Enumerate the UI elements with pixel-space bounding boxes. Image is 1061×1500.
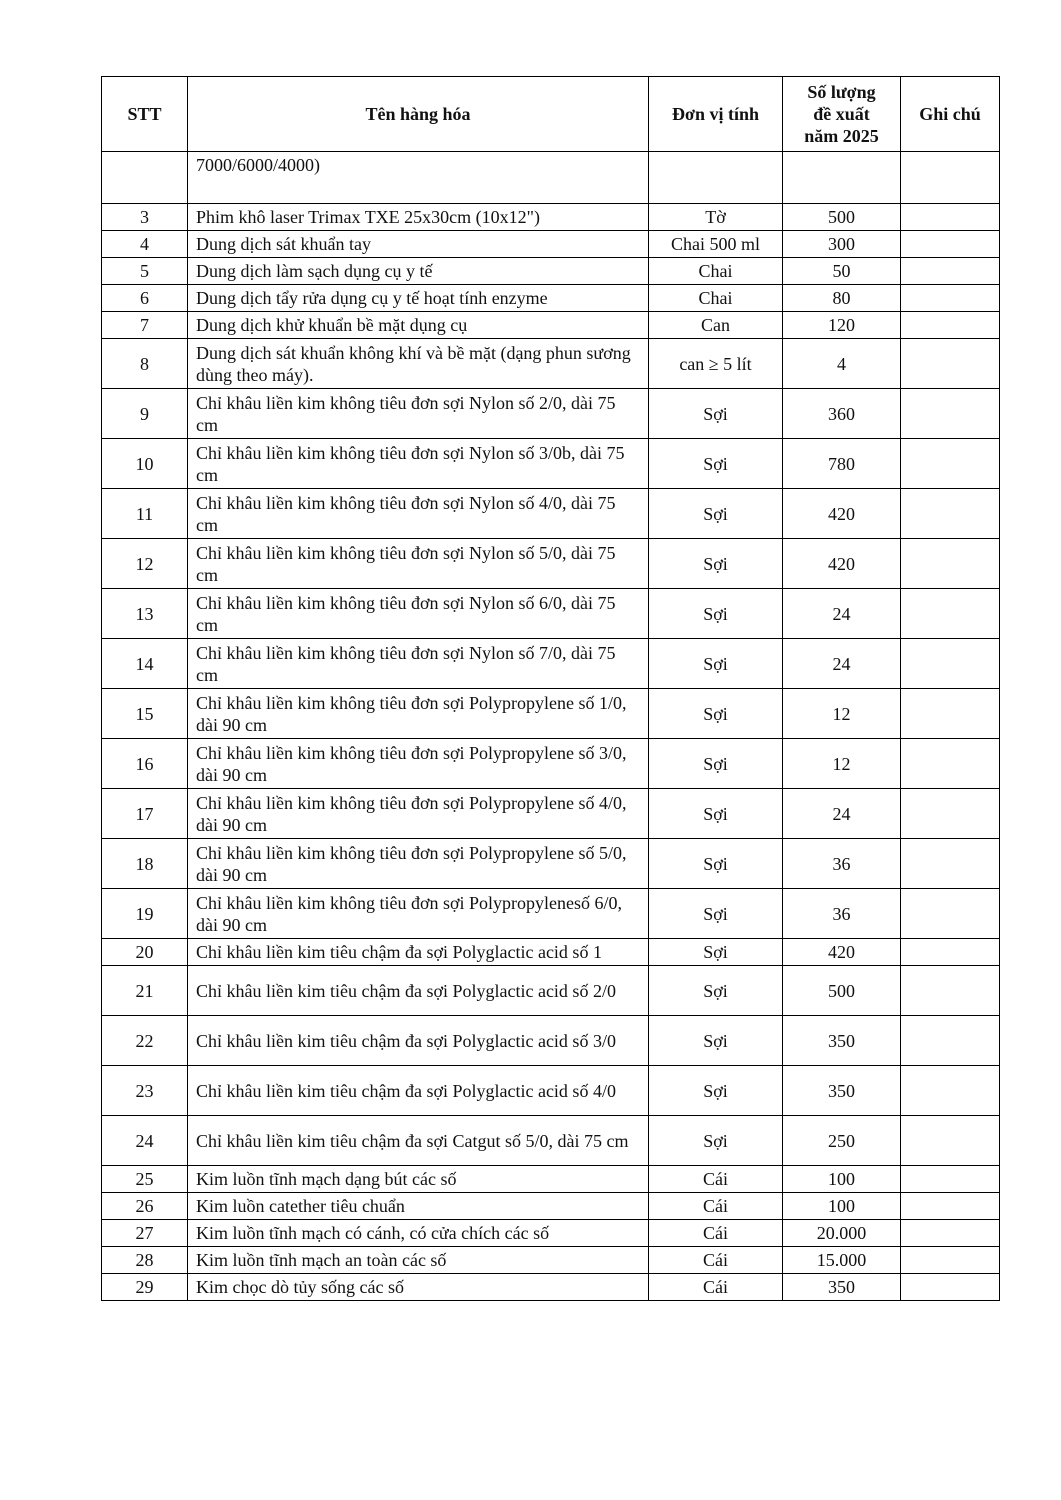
cell-stt: 6 bbox=[102, 285, 188, 312]
cell-quantity: 350 bbox=[783, 1066, 901, 1116]
cell-note bbox=[901, 258, 1000, 285]
cell-quantity: 12 bbox=[783, 689, 901, 739]
cell-name: Chỉ khâu liền kim không tiêu đơn sợi Polypropylenesố 6/0, dài 90 cm bbox=[188, 889, 649, 939]
cell-unit: Cái bbox=[649, 1220, 783, 1247]
table-row bbox=[102, 839, 1000, 889]
cell-quantity: 100 bbox=[783, 1193, 901, 1220]
table-row bbox=[102, 739, 1000, 789]
table-row bbox=[102, 966, 1000, 1016]
cell-name: Kim chọc dò tủy sống các số bbox=[188, 1274, 649, 1301]
cell-stt: 14 bbox=[102, 639, 188, 689]
cell-unit bbox=[649, 152, 783, 204]
cell-stt: 23 bbox=[102, 1066, 188, 1116]
header-quantity-line-1: Số lượng bbox=[807, 82, 876, 102]
cell-note bbox=[901, 489, 1000, 539]
cell-name: Chỉ khâu liền kim không tiêu đơn sợi Nylon số 7/0, dài 75 cm bbox=[188, 639, 649, 689]
cell-quantity: 4 bbox=[783, 339, 901, 389]
cell-stt: 16 bbox=[102, 739, 188, 789]
table-row bbox=[102, 339, 1000, 389]
cell-unit: Cái bbox=[649, 1193, 783, 1220]
cell-note bbox=[901, 285, 1000, 312]
cell-name: Chỉ khâu liền kim tiêu chậm đa sợi Catgut số 5/0, dài 75 cm bbox=[188, 1116, 649, 1166]
cell-note bbox=[901, 204, 1000, 231]
header-quantity-line-2: đề xuất bbox=[813, 104, 870, 124]
cell-unit: Sợi bbox=[649, 639, 783, 689]
cell-stt: 22 bbox=[102, 1016, 188, 1066]
cell-name: Chỉ khâu liền kim không tiêu đơn sợi Nylon số 3/0b, dài 75 cm bbox=[188, 439, 649, 489]
cell-stt: 3 bbox=[102, 204, 188, 231]
cell-unit: Sợi bbox=[649, 739, 783, 789]
cell-note bbox=[901, 312, 1000, 339]
table-row bbox=[102, 231, 1000, 258]
cell-name: Kim luồn tĩnh mạch an toàn các số bbox=[188, 1247, 649, 1274]
cell-name: Chỉ khâu liền kim không tiêu đơn sợi Polypropylene số 4/0, dài 90 cm bbox=[188, 789, 649, 839]
cell-quantity: 500 bbox=[783, 966, 901, 1016]
cell-unit: Sợi bbox=[649, 1066, 783, 1116]
table-row bbox=[102, 204, 1000, 231]
table-row bbox=[102, 1247, 1000, 1274]
cell-note bbox=[901, 1066, 1000, 1116]
cell-note bbox=[901, 1193, 1000, 1220]
cell-note bbox=[901, 689, 1000, 739]
table-row bbox=[102, 1066, 1000, 1116]
table-row bbox=[102, 389, 1000, 439]
cell-quantity: 420 bbox=[783, 489, 901, 539]
table-row bbox=[102, 1116, 1000, 1166]
cell-unit: Sợi bbox=[649, 966, 783, 1016]
cell-note bbox=[901, 1116, 1000, 1166]
cell-name: Dung dịch làm sạch dụng cụ y tế bbox=[188, 258, 649, 285]
table-body bbox=[102, 152, 1000, 1301]
cell-name: Chỉ khâu liền kim tiêu chậm đa sợi Polyglactic acid số 3/0 bbox=[188, 1016, 649, 1066]
cell-quantity: 250 bbox=[783, 1116, 901, 1166]
cell-stt: 9 bbox=[102, 389, 188, 439]
cell-stt: 29 bbox=[102, 1274, 188, 1301]
cell-name: Chỉ khâu liền kim không tiêu đơn sợi Nylon số 2/0, dài 75 cm bbox=[188, 389, 649, 439]
cell-unit: Sợi bbox=[649, 1116, 783, 1166]
header-note: Ghi chú bbox=[901, 77, 1000, 152]
table-row bbox=[102, 1193, 1000, 1220]
cell-name: Chỉ khâu liền kim không tiêu đơn sợi Polypropylene số 1/0, dài 90 cm bbox=[188, 689, 649, 739]
cell-note bbox=[901, 939, 1000, 966]
cell-quantity: 24 bbox=[783, 589, 901, 639]
goods-table bbox=[101, 76, 1000, 1301]
cell-unit: Sợi bbox=[649, 1016, 783, 1066]
table-row bbox=[102, 789, 1000, 839]
cell-name: Chỉ khâu liền kim không tiêu đơn sợi Nylon số 6/0, dài 75 cm bbox=[188, 589, 649, 639]
cell-unit: Sợi bbox=[649, 839, 783, 889]
cell-stt: 19 bbox=[102, 889, 188, 939]
cell-stt: 28 bbox=[102, 1247, 188, 1274]
table-row bbox=[102, 539, 1000, 589]
cell-unit: can ≥ 5 lít bbox=[649, 339, 783, 389]
cell-stt: 5 bbox=[102, 258, 188, 285]
cell-stt: 4 bbox=[102, 231, 188, 258]
cell-unit: Sợi bbox=[649, 889, 783, 939]
cell-stt: 26 bbox=[102, 1193, 188, 1220]
table-row bbox=[102, 589, 1000, 639]
cell-unit: Chai 500 ml bbox=[649, 231, 783, 258]
cell-note bbox=[901, 1016, 1000, 1066]
cell-note bbox=[901, 339, 1000, 389]
table-row bbox=[102, 1166, 1000, 1193]
cell-name: Kim luồn tĩnh mạch có cánh, có cửa chích các số bbox=[188, 1220, 649, 1247]
cell-quantity: 350 bbox=[783, 1274, 901, 1301]
cell-name: Phim khô laser Trimax TXE 25x30cm (10x12") bbox=[188, 204, 649, 231]
cell-name: Chỉ khâu liền kim không tiêu đơn sợi Nylon số 5/0, dài 75 cm bbox=[188, 539, 649, 589]
cell-stt: 13 bbox=[102, 589, 188, 639]
cell-unit: Cái bbox=[649, 1166, 783, 1193]
cell-note bbox=[901, 839, 1000, 889]
table-row bbox=[102, 689, 1000, 739]
cell-quantity: 24 bbox=[783, 639, 901, 689]
cell-stt: 18 bbox=[102, 839, 188, 889]
cell-unit: Sợi bbox=[649, 539, 783, 589]
cell-stt: 20 bbox=[102, 939, 188, 966]
cell-note bbox=[901, 1220, 1000, 1247]
table-row bbox=[102, 889, 1000, 939]
cell-note bbox=[901, 439, 1000, 489]
cell-stt bbox=[102, 152, 188, 204]
cell-name: Chỉ khâu liền kim tiêu chậm đa sợi Polyglactic acid số 2/0 bbox=[188, 966, 649, 1016]
cell-name: Chỉ khâu liền kim không tiêu đơn sợi Polypropylene số 3/0, dài 90 cm bbox=[188, 739, 649, 789]
cell-quantity: 780 bbox=[783, 439, 901, 489]
cell-name: Chỉ khâu liền kim không tiêu đơn sợi Nylon số 4/0, dài 75 cm bbox=[188, 489, 649, 539]
header-name: Tên hàng hóa bbox=[188, 77, 649, 152]
cell-unit: Can bbox=[649, 312, 783, 339]
cell-name: Dung dịch sát khuẩn không khí và bề mặt (dạng phun sương dùng theo máy). bbox=[188, 339, 649, 389]
cell-name: 7000/6000/4000) bbox=[188, 152, 649, 204]
cell-stt: 21 bbox=[102, 966, 188, 1016]
cell-note bbox=[901, 389, 1000, 439]
cell-quantity: 15.000 bbox=[783, 1247, 901, 1274]
cell-stt: 25 bbox=[102, 1166, 188, 1193]
cell-note bbox=[901, 789, 1000, 839]
cell-note bbox=[901, 152, 1000, 204]
cell-quantity: 24 bbox=[783, 789, 901, 839]
cell-name: Chỉ khâu liền kim tiêu chậm đa sợi Polyglactic acid số 4/0 bbox=[188, 1066, 649, 1116]
cell-name: Chỉ khâu liền kim không tiêu đơn sợi Polypropylene số 5/0, dài 90 cm bbox=[188, 839, 649, 889]
table-row bbox=[102, 1274, 1000, 1301]
cell-quantity bbox=[783, 152, 901, 204]
cell-name: Kim luồn catether tiêu chuẩn bbox=[188, 1193, 649, 1220]
table-row bbox=[102, 489, 1000, 539]
cell-stt: 11 bbox=[102, 489, 188, 539]
cell-quantity: 500 bbox=[783, 204, 901, 231]
cell-unit: Sợi bbox=[649, 689, 783, 739]
cell-stt: 10 bbox=[102, 439, 188, 489]
cell-unit: Chai bbox=[649, 258, 783, 285]
cell-note bbox=[901, 539, 1000, 589]
table-row bbox=[102, 639, 1000, 689]
cell-name: Dung dịch tẩy rửa dụng cụ y tế hoạt tính enzyme bbox=[188, 285, 649, 312]
cell-stt: 15 bbox=[102, 689, 188, 739]
cell-note bbox=[901, 231, 1000, 258]
table-row bbox=[102, 312, 1000, 339]
cell-quantity: 360 bbox=[783, 389, 901, 439]
table-row bbox=[102, 439, 1000, 489]
header-stt: STT bbox=[102, 77, 188, 152]
header-row bbox=[102, 77, 1000, 152]
cell-quantity: 36 bbox=[783, 889, 901, 939]
table-row bbox=[102, 1220, 1000, 1247]
cell-quantity: 420 bbox=[783, 539, 901, 589]
cell-unit: Sợi bbox=[649, 589, 783, 639]
cell-stt: 12 bbox=[102, 539, 188, 589]
header-quantity bbox=[783, 77, 901, 152]
cell-stt: 8 bbox=[102, 339, 188, 389]
cell-name: Dung dịch khử khuẩn bề mặt dụng cụ bbox=[188, 312, 649, 339]
cell-note bbox=[901, 1247, 1000, 1274]
cell-quantity: 12 bbox=[783, 739, 901, 789]
cell-unit: Sợi bbox=[649, 439, 783, 489]
cell-unit: Sợi bbox=[649, 939, 783, 966]
cell-quantity: 80 bbox=[783, 285, 901, 312]
header-quantity-line-3: năm 2025 bbox=[804, 126, 879, 146]
cell-name: Chỉ khâu liền kim tiêu chậm đa sợi Polyglactic acid số 1 bbox=[188, 939, 649, 966]
cell-name: Kim luồn tĩnh mạch dạng bút các số bbox=[188, 1166, 649, 1193]
cell-quantity: 36 bbox=[783, 839, 901, 889]
cell-name: Dung dịch sát khuẩn tay bbox=[188, 231, 649, 258]
cell-note bbox=[901, 1166, 1000, 1193]
cell-quantity: 350 bbox=[783, 1016, 901, 1066]
cell-unit: Sợi bbox=[649, 789, 783, 839]
cell-quantity: 100 bbox=[783, 1166, 901, 1193]
cell-stt: 17 bbox=[102, 789, 188, 839]
table-row bbox=[102, 939, 1000, 966]
cell-quantity: 20.000 bbox=[783, 1220, 901, 1247]
cell-unit: Tờ bbox=[649, 204, 783, 231]
cell-quantity: 420 bbox=[783, 939, 901, 966]
table-row-continuation bbox=[102, 152, 1000, 204]
table-row bbox=[102, 258, 1000, 285]
cell-note bbox=[901, 639, 1000, 689]
cell-stt: 7 bbox=[102, 312, 188, 339]
cell-unit: Chai bbox=[649, 285, 783, 312]
cell-quantity: 50 bbox=[783, 258, 901, 285]
cell-note bbox=[901, 1274, 1000, 1301]
table-row bbox=[102, 1016, 1000, 1066]
cell-stt: 27 bbox=[102, 1220, 188, 1247]
cell-unit: Cái bbox=[649, 1274, 783, 1301]
table-row bbox=[102, 285, 1000, 312]
cell-unit: Cái bbox=[649, 1247, 783, 1274]
cell-unit: Sợi bbox=[649, 389, 783, 439]
cell-note bbox=[901, 739, 1000, 789]
cell-note bbox=[901, 966, 1000, 1016]
header-unit: Đơn vị tính bbox=[649, 77, 783, 152]
cell-unit: Sợi bbox=[649, 489, 783, 539]
cell-note bbox=[901, 589, 1000, 639]
cell-note bbox=[901, 889, 1000, 939]
cell-quantity: 300 bbox=[783, 231, 901, 258]
cell-stt: 24 bbox=[102, 1116, 188, 1166]
cell-quantity: 120 bbox=[783, 312, 901, 339]
